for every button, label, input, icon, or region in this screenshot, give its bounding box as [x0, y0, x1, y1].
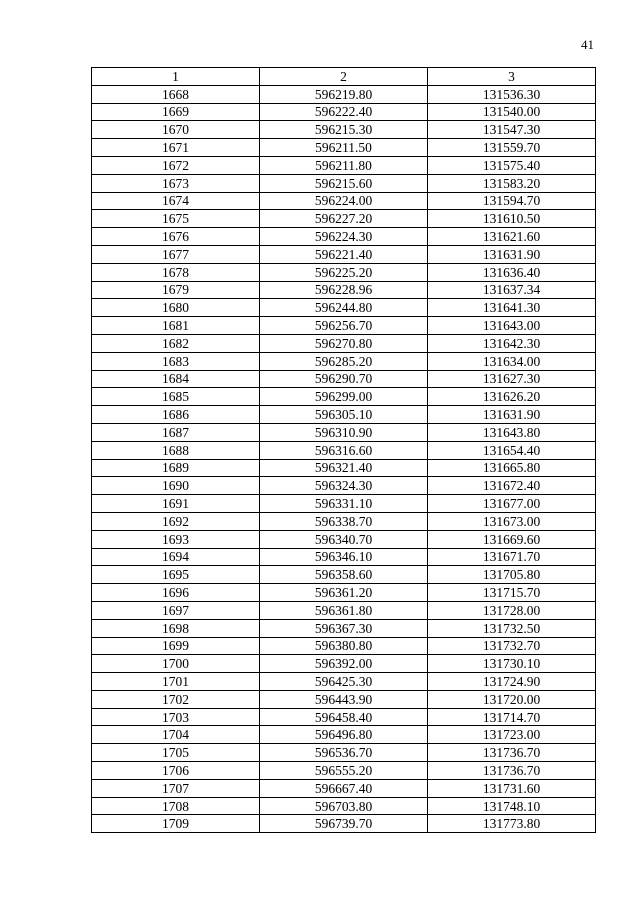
- point-number-cell: 1697: [92, 601, 260, 619]
- table-row: [92, 459, 596, 477]
- x-coordinate-cell: 596331.10: [260, 495, 428, 513]
- point-number-cell: 1687: [92, 423, 260, 441]
- y-coordinate-cell: 131730.10: [428, 655, 596, 673]
- x-coordinate-cell: 596215.30: [260, 121, 428, 139]
- y-coordinate-cell: 131728.00: [428, 601, 596, 619]
- table-row: [92, 441, 596, 459]
- table-row: [92, 797, 596, 815]
- point-number-cell: 1701: [92, 673, 260, 691]
- table-row: [92, 281, 596, 299]
- x-coordinate-cell: 596555.20: [260, 762, 428, 780]
- y-coordinate-cell: 131536.30: [428, 85, 596, 103]
- y-coordinate-cell: 131643.80: [428, 423, 596, 441]
- point-number-cell: 1681: [92, 317, 260, 335]
- y-coordinate-cell: 131732.50: [428, 619, 596, 637]
- y-coordinate-cell: 131610.50: [428, 210, 596, 228]
- y-coordinate-cell: 131634.00: [428, 352, 596, 370]
- point-number-cell: 1675: [92, 210, 260, 228]
- table-row: [92, 139, 596, 157]
- x-coordinate-cell: 596425.30: [260, 673, 428, 691]
- table-row: [92, 352, 596, 370]
- x-coordinate-cell: 596270.80: [260, 334, 428, 352]
- point-number-cell: 1676: [92, 228, 260, 246]
- x-coordinate-cell: 596285.20: [260, 352, 428, 370]
- x-coordinate-cell: 596305.10: [260, 406, 428, 424]
- y-coordinate-cell: 131631.90: [428, 245, 596, 263]
- table-row: [92, 477, 596, 495]
- x-coordinate-cell: 596211.50: [260, 139, 428, 157]
- table-row: [92, 192, 596, 210]
- y-coordinate-cell: 131736.70: [428, 762, 596, 780]
- table-row: [92, 245, 596, 263]
- x-coordinate-cell: 596739.70: [260, 815, 428, 833]
- table-row: [92, 174, 596, 192]
- table-row: [92, 121, 596, 139]
- point-number-cell: 1671: [92, 139, 260, 157]
- point-number-cell: 1679: [92, 281, 260, 299]
- table-row: [92, 512, 596, 530]
- table-row: [92, 156, 596, 174]
- y-coordinate-cell: 131669.60: [428, 530, 596, 548]
- y-coordinate-cell: 131631.90: [428, 406, 596, 424]
- table-row: [92, 263, 596, 281]
- table-row: [92, 334, 596, 352]
- y-coordinate-cell: 131643.00: [428, 317, 596, 335]
- y-coordinate-cell: 131626.20: [428, 388, 596, 406]
- point-number-cell: 1669: [92, 103, 260, 121]
- y-coordinate-cell: 131673.00: [428, 512, 596, 530]
- x-coordinate-cell: 596290.70: [260, 370, 428, 388]
- table-header-row: [92, 68, 596, 86]
- y-coordinate-cell: 131621.60: [428, 228, 596, 246]
- table-row: [92, 762, 596, 780]
- point-number-cell: 1685: [92, 388, 260, 406]
- x-coordinate-cell: 596367.30: [260, 619, 428, 637]
- point-number-cell: 1673: [92, 174, 260, 192]
- point-number-cell: 1692: [92, 512, 260, 530]
- x-coordinate-cell: 596340.70: [260, 530, 428, 548]
- table-row: [92, 655, 596, 673]
- x-coordinate-cell: 596358.60: [260, 566, 428, 584]
- x-coordinate-cell: 596338.70: [260, 512, 428, 530]
- x-coordinate-cell: 596536.70: [260, 744, 428, 762]
- x-coordinate-cell: 596392.00: [260, 655, 428, 673]
- y-coordinate-cell: 131724.90: [428, 673, 596, 691]
- column-header-2: 2: [260, 68, 428, 86]
- point-number-cell: 1696: [92, 584, 260, 602]
- table-row: [92, 673, 596, 691]
- table-row: [92, 210, 596, 228]
- table-row: [92, 779, 596, 797]
- table-row: [92, 388, 596, 406]
- point-number-cell: 1674: [92, 192, 260, 210]
- point-number-cell: 1689: [92, 459, 260, 477]
- x-coordinate-cell: 596667.40: [260, 779, 428, 797]
- point-number-cell: 1700: [92, 655, 260, 673]
- x-coordinate-cell: 596221.40: [260, 245, 428, 263]
- point-number-cell: 1694: [92, 548, 260, 566]
- point-number-cell: 1684: [92, 370, 260, 388]
- x-coordinate-cell: 596228.96: [260, 281, 428, 299]
- point-number-cell: 1695: [92, 566, 260, 584]
- point-number-cell: 1677: [92, 245, 260, 263]
- table-row: [92, 601, 596, 619]
- table-row: [92, 530, 596, 548]
- table-row: [92, 548, 596, 566]
- x-coordinate-cell: 596224.00: [260, 192, 428, 210]
- table-row: [92, 744, 596, 762]
- point-number-cell: 1707: [92, 779, 260, 797]
- y-coordinate-cell: 131672.40: [428, 477, 596, 495]
- table-row: [92, 495, 596, 513]
- x-coordinate-cell: 596458.40: [260, 708, 428, 726]
- x-coordinate-cell: 596225.20: [260, 263, 428, 281]
- table-row: [92, 619, 596, 637]
- x-coordinate-cell: 596224.30: [260, 228, 428, 246]
- x-coordinate-cell: 596256.70: [260, 317, 428, 335]
- y-coordinate-cell: 131714.70: [428, 708, 596, 726]
- y-coordinate-cell: 131677.00: [428, 495, 596, 513]
- y-coordinate-cell: 131715.70: [428, 584, 596, 602]
- y-coordinate-cell: 131637.34: [428, 281, 596, 299]
- x-coordinate-cell: 596380.80: [260, 637, 428, 655]
- point-number-cell: 1683: [92, 352, 260, 370]
- x-coordinate-cell: 596703.80: [260, 797, 428, 815]
- x-coordinate-cell: 596316.60: [260, 441, 428, 459]
- x-coordinate-cell: 596361.20: [260, 584, 428, 602]
- column-header-3: 3: [428, 68, 596, 86]
- x-coordinate-cell: 596222.40: [260, 103, 428, 121]
- point-number-cell: 1698: [92, 619, 260, 637]
- y-coordinate-cell: 131654.40: [428, 441, 596, 459]
- x-coordinate-cell: 596211.80: [260, 156, 428, 174]
- point-number-cell: 1691: [92, 495, 260, 513]
- point-number-cell: 1672: [92, 156, 260, 174]
- y-coordinate-cell: 131731.60: [428, 779, 596, 797]
- table-row: [92, 299, 596, 317]
- point-number-cell: 1709: [92, 815, 260, 833]
- x-coordinate-cell: 596244.80: [260, 299, 428, 317]
- x-coordinate-cell: 596496.80: [260, 726, 428, 744]
- y-coordinate-cell: 131583.20: [428, 174, 596, 192]
- point-number-cell: 1699: [92, 637, 260, 655]
- y-coordinate-cell: 131540.00: [428, 103, 596, 121]
- table-body: [92, 85, 596, 832]
- point-number-cell: 1702: [92, 690, 260, 708]
- point-number-cell: 1678: [92, 263, 260, 281]
- table-row: [92, 370, 596, 388]
- table-row: [92, 406, 596, 424]
- point-number-cell: 1668: [92, 85, 260, 103]
- column-header-1: 1: [92, 68, 260, 86]
- x-coordinate-cell: 596310.90: [260, 423, 428, 441]
- table-row: [92, 690, 596, 708]
- y-coordinate-cell: 131559.70: [428, 139, 596, 157]
- point-number-cell: 1705: [92, 744, 260, 762]
- table-row: [92, 228, 596, 246]
- y-coordinate-cell: 131636.40: [428, 263, 596, 281]
- y-coordinate-cell: 131732.70: [428, 637, 596, 655]
- x-coordinate-cell: 596321.40: [260, 459, 428, 477]
- y-coordinate-cell: 131773.80: [428, 815, 596, 833]
- x-coordinate-cell: 596346.10: [260, 548, 428, 566]
- point-number-cell: 1704: [92, 726, 260, 744]
- y-coordinate-cell: 131736.70: [428, 744, 596, 762]
- y-coordinate-cell: 131547.30: [428, 121, 596, 139]
- x-coordinate-cell: 596215.60: [260, 174, 428, 192]
- table-row: [92, 726, 596, 744]
- x-coordinate-cell: 596361.80: [260, 601, 428, 619]
- point-number-cell: 1682: [92, 334, 260, 352]
- y-coordinate-cell: 131671.70: [428, 548, 596, 566]
- x-coordinate-cell: 596227.20: [260, 210, 428, 228]
- table-row: [92, 637, 596, 655]
- point-number-cell: 1688: [92, 441, 260, 459]
- y-coordinate-cell: 131641.30: [428, 299, 596, 317]
- point-number-cell: 1703: [92, 708, 260, 726]
- table-row: [92, 584, 596, 602]
- page-number: 41: [581, 37, 594, 52]
- x-coordinate-cell: 596299.00: [260, 388, 428, 406]
- y-coordinate-cell: 131720.00: [428, 690, 596, 708]
- table-row: [92, 815, 596, 833]
- y-coordinate-cell: 131575.40: [428, 156, 596, 174]
- table-row: [92, 317, 596, 335]
- point-number-cell: 1690: [92, 477, 260, 495]
- table-row: [92, 103, 596, 121]
- y-coordinate-cell: 131594.70: [428, 192, 596, 210]
- y-coordinate-cell: 131705.80: [428, 566, 596, 584]
- point-number-cell: 1670: [92, 121, 260, 139]
- y-coordinate-cell: 131723.00: [428, 726, 596, 744]
- coordinates-table: [91, 67, 596, 833]
- table-row: [92, 85, 596, 103]
- table-row: [92, 566, 596, 584]
- point-number-cell: 1693: [92, 530, 260, 548]
- y-coordinate-cell: 131748.10: [428, 797, 596, 815]
- table-row: [92, 708, 596, 726]
- x-coordinate-cell: 596324.30: [260, 477, 428, 495]
- x-coordinate-cell: 596443.90: [260, 690, 428, 708]
- point-number-cell: 1708: [92, 797, 260, 815]
- point-number-cell: 1706: [92, 762, 260, 780]
- x-coordinate-cell: 596219.80: [260, 85, 428, 103]
- y-coordinate-cell: 131642.30: [428, 334, 596, 352]
- point-number-cell: 1686: [92, 406, 260, 424]
- y-coordinate-cell: 131665.80: [428, 459, 596, 477]
- point-number-cell: 1680: [92, 299, 260, 317]
- table-row: [92, 423, 596, 441]
- y-coordinate-cell: 131627.30: [428, 370, 596, 388]
